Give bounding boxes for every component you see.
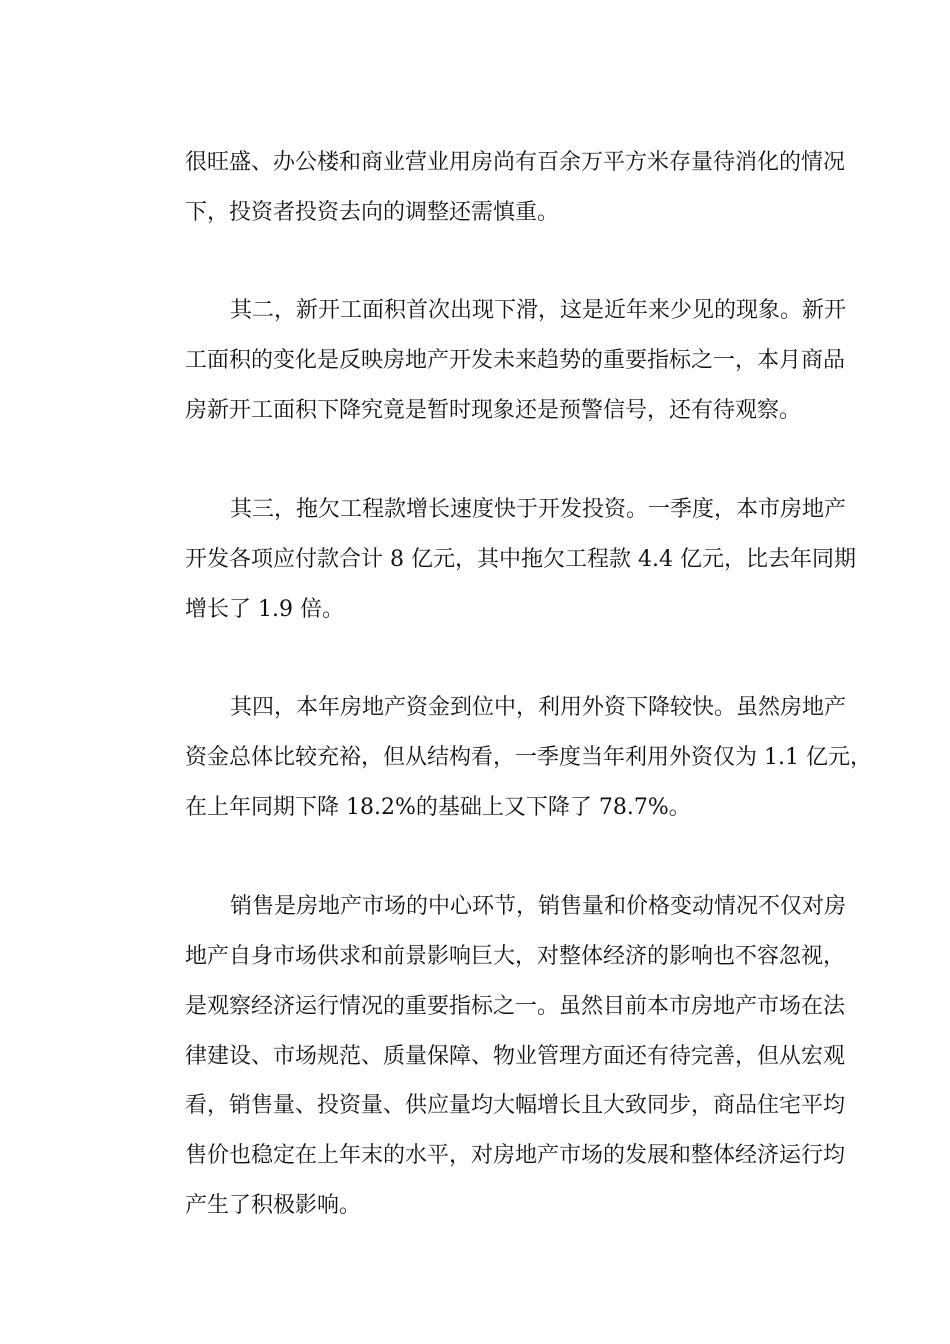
- paragraph-line: 是观察经济运行情况的重要指标之一。虽然目前本市房地产市场在法: [185, 994, 846, 1019]
- paragraph-line: 很旺盛、办公楼和商业营业用房尚有百余万平方米存量待消化的情况: [185, 150, 846, 175]
- paragraph-line: 开发各项应付款合计 8 亿元，其中拖欠工程款 4.4 亿元，比去年同期: [185, 547, 856, 572]
- paragraph-line: 其四，本年房地产资金到位中，利用外资下降较快。虽然房地产: [230, 695, 847, 720]
- paragraph-line: 看，销售量、投资量、供应量均大幅增长且大致同步，商品住宅平均: [185, 1093, 846, 1118]
- paragraph-line: 增长了 1.9 倍。: [185, 597, 344, 622]
- paragraph-line: 工面积的变化是反映房地产开发未来趋势的重要指标之一，本月商品: [185, 348, 846, 373]
- paragraph-line: 下，投资者投资去向的调整还需慎重。: [185, 200, 560, 225]
- paragraph-line: 房新开工面积下降究竟是暂时现象还是预警信号，还有待观察。: [185, 398, 802, 423]
- paragraph-line: 地产自身市场供求和前景影响巨大，对整体经济的影响也不容忽视，: [185, 944, 846, 969]
- paragraph-line: 销售是房地产市场的中心环节，销售量和价格变动情况不仅对房: [230, 894, 847, 919]
- paragraph-line: 在上年同期下降 18.2%的基础上又下降了 78.7%。: [185, 795, 691, 820]
- paragraph-line: 资金总体比较充裕，但从结构看，一季度当年利用外资仅为 1.1 亿元，: [185, 745, 872, 770]
- paragraph-line: 产生了积极影响。: [185, 1193, 362, 1218]
- paragraph-line: 其二，新开工面积首次出现下滑，这是近年来少见的现象。新开: [230, 298, 847, 323]
- paragraph-line: 律建设、市场规范、质量保障、物业管理方面还有待完善，但从宏观: [185, 1044, 846, 1069]
- paragraph-line: 售价也稳定在上年末的水平，对房地产市场的发展和整体经济运行均: [185, 1143, 846, 1168]
- paragraph-line: 其三，拖欠工程款增长速度快于开发投资。一季度，本市房地产: [230, 497, 847, 522]
